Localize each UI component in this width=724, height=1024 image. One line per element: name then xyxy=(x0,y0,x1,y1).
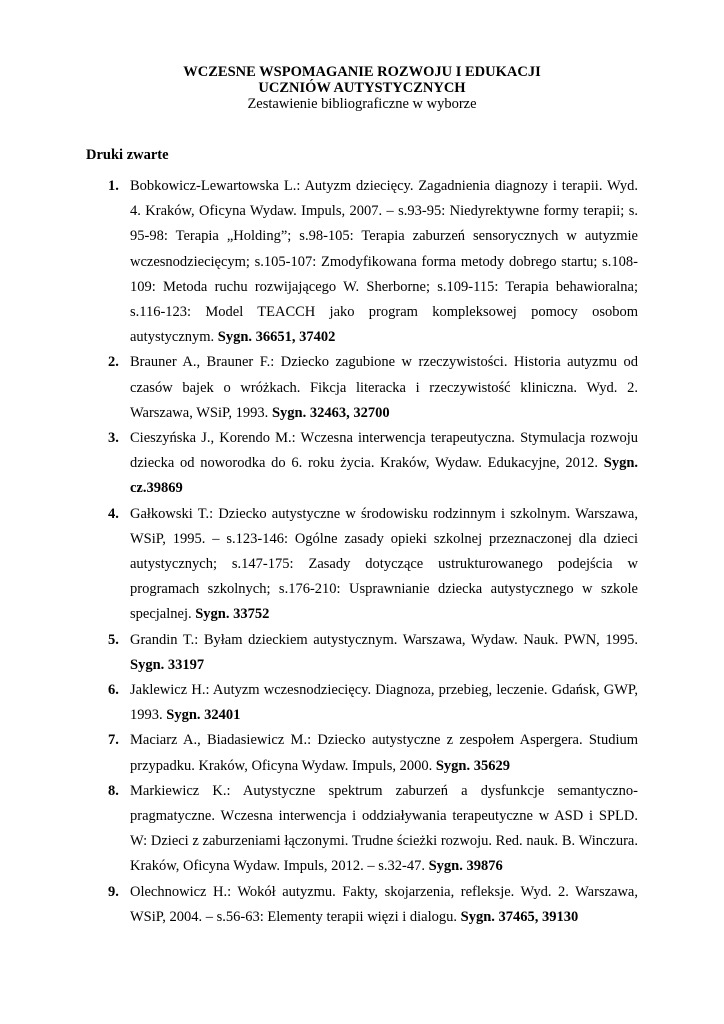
entry-text: Grandin T.: Byłam dzieckiem autystycznym. Warszawa, Wydaw. Nauk. PWN, 1995. xyxy=(130,631,638,648)
document-title-line-1: WCZESNE WSPOMAGANIE ROZWOJU I EDUKACJI xyxy=(183,64,541,80)
entry-signature: Sygn. 37465, 39130 xyxy=(460,908,579,925)
entry-text: Gałkowski T.: Dziecko autystyczne w środowisku rodzinnym i szkolnym. Warszawa, WSiP, 1995. – s.123-146: Ogólne zasady opieki szkolnej przeznaczonej dla dzieci autystycznych; s.147-175: Zasady dotyczące ustrukturowanego podejścia w programach szkolnych; s.176-210: Usprawnianie dziecka autystycznego w szkole specjalnej. xyxy=(130,505,638,623)
entry-number: 8. xyxy=(108,782,119,799)
entry-signature: Sygn. cz.39869 xyxy=(130,455,639,497)
document-subtitle: Zestawienie bibliograficzne w wyborze xyxy=(247,96,477,112)
entry-number: 7. xyxy=(108,732,119,749)
entry-number: 1. xyxy=(108,178,119,194)
entry-signature: Sygn. 32401 xyxy=(166,707,241,724)
bibliography-entry-9 xyxy=(86,880,638,930)
entry-text: Olechnowicz H.: Wokół autyzmu. Fakty, skojarzenia, refleksje. Wyd. 2. Warszawa, WSiP, 2004. – s.56-63: Elementy terapii więzi i dialogu. xyxy=(130,883,638,925)
bibliography-entry-8 xyxy=(86,779,638,880)
entry-signature: Sygn. 39876 xyxy=(428,858,503,875)
bibliography-entry-1 xyxy=(86,174,638,350)
bibliography-list xyxy=(86,174,638,930)
bibliography-entry-2 xyxy=(86,350,638,426)
bibliography-entry-7 xyxy=(86,728,638,778)
entry-text: Markiewicz K.: Autystyczne spektrum zaburzeń a dysfunkcje semantyczno-pragmatyczne. Wczesna interwencja i oddziaływania terapeutyczne w ASD i SPLD. W: Dzieci z zaburzeniami łączonymi. Trudne ścieżki rozwoju. Red. nauk. B. Winczura. Kraków, Oficyna Wydaw. Impuls, 2012. – s.32-47. xyxy=(130,782,638,875)
entry-number: 2. xyxy=(108,354,119,371)
bibliography-entry-3 xyxy=(86,426,638,502)
entry-signature: Sygn. 35629 xyxy=(435,757,510,774)
entry-text: Jaklewicz H.: Autyzm wczesnodziecięcy. Diagnoza, przebieg, leczenie. Gdańsk, GWP, 1993. xyxy=(130,682,638,724)
entry-number: 3. xyxy=(108,430,119,447)
section-heading: Druki zwarte xyxy=(86,147,169,163)
entry-signature: Sygn. 33197 xyxy=(130,656,205,673)
bibliography-entry-5 xyxy=(86,628,638,678)
entry-text: Brauner A., Brauner F.: Dziecko zagubione w rzeczywistości. Historia autyzmu od czasów bajek o wróżkach. Fikcja literacka i rzeczywistość kliniczna. Wyd. 2. Warszawa, WSiP, 1993. xyxy=(130,354,638,421)
document-title-line-2: UCZNIÓW AUTYSTYCZNYCH xyxy=(258,80,466,96)
entry-signature: Sygn. 33752 xyxy=(195,606,270,623)
document-header xyxy=(86,64,638,113)
entry-number: 6. xyxy=(108,682,119,699)
entry-number: 9. xyxy=(108,883,119,900)
bibliography-entry-4 xyxy=(86,502,638,628)
entry-signature: Sygn. 36651, 37402 xyxy=(217,329,336,346)
entry-text: Bobkowicz-Lewartowska L.: Autyzm dziecięcy. Zagadnienia diagnozy i terapii. Wyd. 4. Kraków, Oficyna Wydaw. Impuls, 2007. – s.93-95: Niedyrektywne formy terapii; s. 95-98: Terapia „Holding”; s.98-105: Terapia zaburzeń sensorycznych w autyzmie wczesnodziecięcym; s.105-107: Zmodyfikowana forma metody dobrego startu; s.108-109: Metoda ruchu rozwijającego W. Sherborne; s.109-115: Terapia behawioralna; s.116-123: Model TEACCH jako program kompleksowej pomocy osobom autystycznym. xyxy=(130,178,638,346)
entry-text: Maciarz A., Biadasiewicz M.: Dziecko autystyczne z zespołem Aspergera. Studium przypadku. Kraków, Oficyna Wydaw. Impuls, 2000. xyxy=(130,732,638,774)
entry-signature: Sygn. 32463, 32700 xyxy=(271,404,390,421)
entry-text: Cieszyńska J., Korendo M.: Wczesna interwencja terapeutyczna. Stymulacja rozwoju dziecka od noworodka do 6. roku życia. Kraków, Wydaw. Edukacyjne, 2012. xyxy=(130,430,638,472)
bibliography-entry-6 xyxy=(86,678,638,728)
entry-number: 5. xyxy=(108,631,119,648)
entry-number: 4. xyxy=(108,505,119,522)
